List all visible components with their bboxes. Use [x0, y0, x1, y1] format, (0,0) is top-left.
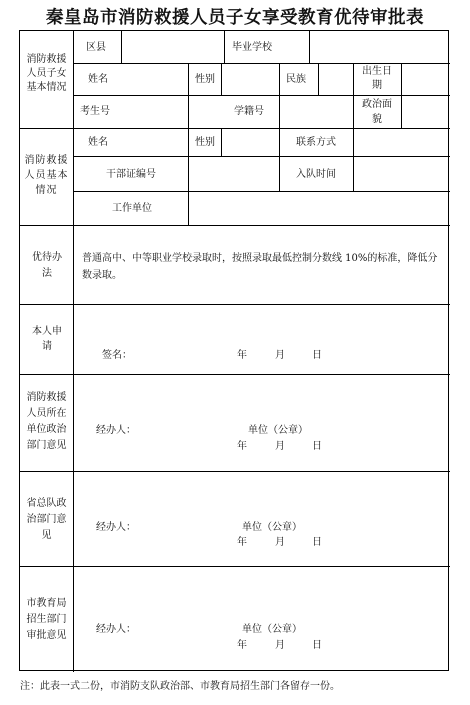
corps-day: 日	[312, 537, 322, 548]
grid-line	[318, 63, 319, 95]
political-status-label: 政治面貌	[362, 99, 392, 125]
grid-line	[401, 63, 402, 128]
grid-line	[353, 128, 354, 191]
unit-handler-label: 经办人：	[96, 425, 136, 436]
staff-name-label: 姓名	[88, 137, 108, 148]
grid-line	[73, 63, 450, 64]
grid-line	[121, 31, 122, 63]
grid-line	[73, 191, 450, 192]
corps-month: 月	[275, 537, 285, 548]
corps-opinion-label: 省总队政治部门意见	[26, 498, 67, 541]
grid-line	[20, 471, 450, 472]
grid-line	[20, 128, 450, 129]
education-seal-label: 单位（公章）	[242, 624, 302, 635]
enlist-date-label: 入队时间	[296, 169, 336, 180]
grid-line	[73, 31, 74, 672]
ethnicity-label: 民族	[286, 74, 306, 85]
footnote: 注：此表一式二份，市消防支队政治部、市教育局招生部门各留存一份。	[20, 681, 340, 692]
grid-line	[20, 566, 450, 567]
work-unit-label: 工作单位	[112, 203, 152, 214]
application-month: 月	[275, 350, 285, 361]
grid-line	[279, 128, 280, 191]
district-label: 区县	[86, 42, 106, 53]
education-handler-label: 经办人：	[96, 624, 136, 635]
grid-line	[20, 374, 450, 375]
sign-label: 签名：	[102, 350, 132, 361]
graduation-school-label: 毕业学校	[232, 42, 272, 53]
staff-section-label: 消防救援人员基本情况	[24, 155, 69, 196]
grid-line	[224, 31, 225, 63]
application-day: 日	[312, 350, 322, 361]
child-gender-label: 性别	[195, 74, 215, 85]
birth-date-label: 出生日期	[362, 66, 392, 91]
form-title: 秦皇岛市消防救援人员子女享受教育优待审批表	[46, 8, 424, 28]
grid-line	[309, 31, 310, 63]
cadre-id-label: 干部证编号	[106, 169, 156, 180]
exam-number-label: 考生号	[80, 106, 110, 117]
student-number-label: 学籍号	[234, 106, 264, 117]
contact-label: 联系方式	[296, 137, 336, 148]
unit-opinion-label: 消防救援人员所在单位政治部门意见	[26, 392, 67, 451]
unit-year: 年	[237, 441, 247, 452]
application-year: 年	[237, 350, 247, 361]
grid-line	[20, 304, 450, 305]
education-day: 日	[312, 640, 322, 651]
grid-line	[279, 63, 280, 128]
preferential-label: 优待办法	[32, 252, 62, 279]
grid-line	[221, 63, 222, 95]
grid-line	[188, 128, 189, 225]
grid-line	[221, 128, 222, 156]
grid-line	[73, 156, 450, 157]
unit-seal-label: 单位（公章）	[248, 425, 308, 436]
education-year: 年	[237, 640, 247, 651]
unit-month: 月	[275, 441, 285, 452]
grid-line	[353, 63, 354, 128]
corps-handler-label: 经办人：	[96, 522, 136, 533]
corps-seal-label: 单位（公章）	[242, 522, 302, 533]
grid-line	[73, 95, 450, 96]
grid-line	[20, 225, 450, 226]
grid-line	[188, 63, 189, 128]
corps-year: 年	[237, 537, 247, 548]
approval-form-table	[19, 30, 449, 671]
staff-gender-label: 性别	[195, 137, 215, 148]
child-name-label: 姓名	[88, 74, 108, 85]
education-opinion-label: 市教育局招生部门审批意见	[26, 598, 67, 641]
education-month: 月	[275, 640, 285, 651]
application-label: 本人申请	[32, 326, 62, 352]
unit-day: 日	[312, 441, 322, 452]
preferential-text: 普通高中、中等职业学校录取时，按照录取最低控制分数线 10%的标准，降低分数录取。	[82, 253, 438, 281]
child-section-label: 消防救援人员子女基本情况	[26, 54, 67, 93]
